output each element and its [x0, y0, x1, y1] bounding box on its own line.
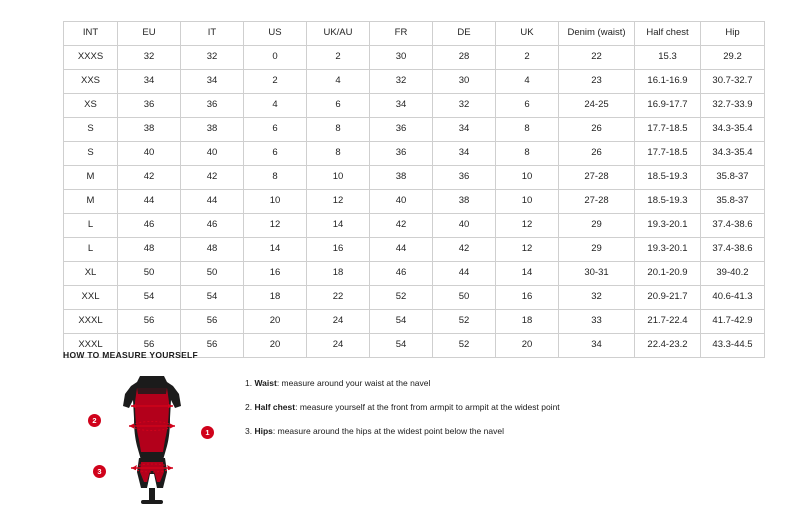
measurement-figure [83, 370, 223, 505]
cell-us: 0 [244, 46, 307, 70]
cell-uk: 20 [496, 334, 559, 358]
cell-int: XL [64, 262, 118, 286]
cell-de: 38 [433, 190, 496, 214]
cell-it: 46 [181, 214, 244, 238]
cell-uk-au: 8 [307, 142, 370, 166]
cell-us: 12 [244, 214, 307, 238]
cell-denim-waist: 29 [559, 214, 635, 238]
cell-denim-waist: 24-25 [559, 94, 635, 118]
size-chart-container [63, 21, 753, 358]
cell-uk: 10 [496, 166, 559, 190]
cell-fr: 36 [370, 118, 433, 142]
cell-uk-au: 12 [307, 190, 370, 214]
cell-it: 54 [181, 286, 244, 310]
cell-half-chest: 20.1-20.9 [635, 262, 701, 286]
cell-eu: 48 [118, 238, 181, 262]
measurement-badge-waist: 1 [201, 426, 214, 439]
cell-it: 32 [181, 46, 244, 70]
cell-eu: 42 [118, 166, 181, 190]
cell-half-chest: 15.3 [635, 46, 701, 70]
table-row [64, 166, 765, 190]
cell-de: 40 [433, 214, 496, 238]
cell-denim-waist: 26 [559, 142, 635, 166]
cell-uk: 2 [496, 46, 559, 70]
cell-hip: 37.4-38.6 [701, 238, 765, 262]
cell-int: L [64, 214, 118, 238]
cell-us: 20 [244, 334, 307, 358]
instruction-waist [245, 378, 560, 388]
cell-uk: 12 [496, 214, 559, 238]
cell-it: 38 [181, 118, 244, 142]
cell-int: XXXS [64, 46, 118, 70]
column-header-uk: UK [496, 22, 559, 46]
cell-hip: 35.8-37 [701, 190, 765, 214]
cell-hip: 43.3-44.5 [701, 334, 765, 358]
instruction-waist-term: Waist [254, 378, 277, 388]
how-to-measure-body [63, 370, 735, 505]
cell-uk: 14 [496, 262, 559, 286]
cell-it: 56 [181, 310, 244, 334]
cell-int: M [64, 190, 118, 214]
cell-denim-waist: 27-28 [559, 166, 635, 190]
cell-hip: 34.3-35.4 [701, 142, 765, 166]
cell-hip: 29.2 [701, 46, 765, 70]
column-header-eu: EU [118, 22, 181, 46]
cell-uk-au: 24 [307, 310, 370, 334]
cell-hip: 37.4-38.6 [701, 214, 765, 238]
table-row [64, 310, 765, 334]
cell-eu: 46 [118, 214, 181, 238]
cell-eu: 56 [118, 310, 181, 334]
cell-hip: 41.7-42.9 [701, 310, 765, 334]
cell-us: 10 [244, 190, 307, 214]
cell-uk-au: 16 [307, 238, 370, 262]
instruction-half-chest-text: : measure yourself at the front from armpit to armpit at the widest point [295, 402, 560, 413]
instruction-waist-text: : measure around your waist at the navel [276, 378, 431, 388]
instruction-hips-index: 3. [245, 426, 253, 437]
table-row [64, 190, 765, 214]
cell-fr: 32 [370, 70, 433, 94]
table-row [64, 262, 765, 286]
cell-eu: 44 [118, 190, 181, 214]
cell-us: 2 [244, 70, 307, 94]
cell-uk: 18 [496, 310, 559, 334]
table-row [64, 94, 765, 118]
mannequin-illustration [113, 372, 191, 504]
how-to-measure-title: HOW TO MEASURE YOURSELF [63, 350, 199, 360]
cell-fr: 40 [370, 190, 433, 214]
cell-it: 36 [181, 94, 244, 118]
cell-half-chest: 22.4-23.2 [635, 334, 701, 358]
column-header-us: US [244, 22, 307, 46]
cell-uk: 6 [496, 94, 559, 118]
cell-denim-waist: 26 [559, 118, 635, 142]
cell-fr: 42 [370, 214, 433, 238]
cell-uk-au: 24 [307, 334, 370, 358]
cell-int: L [64, 238, 118, 262]
cell-it: 44 [181, 190, 244, 214]
cell-uk-au: 18 [307, 262, 370, 286]
cell-uk-au: 14 [307, 214, 370, 238]
cell-denim-waist: 23 [559, 70, 635, 94]
cell-fr: 46 [370, 262, 433, 286]
cell-hip: 40.6-41.3 [701, 286, 765, 310]
cell-de: 34 [433, 142, 496, 166]
cell-int: S [64, 142, 118, 166]
cell-us: 6 [244, 118, 307, 142]
column-header-uk-au: UK/AU [307, 22, 370, 46]
cell-us: 18 [244, 286, 307, 310]
instruction-half-chest [245, 402, 560, 412]
column-header-denim-waist: Denim (waist) [559, 22, 635, 46]
instruction-half-chest-term: Half chest [254, 402, 296, 413]
cell-uk-au: 2 [307, 46, 370, 70]
instruction-half-chest-index: 2. [245, 402, 253, 413]
cell-denim-waist: 27-28 [559, 190, 635, 214]
cell-half-chest: 17.7-18.5 [635, 142, 701, 166]
cell-eu: 50 [118, 262, 181, 286]
cell-half-chest: 17.7-18.5 [635, 118, 701, 142]
cell-de: 34 [433, 118, 496, 142]
cell-us: 16 [244, 262, 307, 286]
table-row [64, 70, 765, 94]
table-row [64, 238, 765, 262]
column-header-fr: FR [370, 22, 433, 46]
cell-de: 30 [433, 70, 496, 94]
cell-half-chest: 18.5-19.3 [635, 166, 701, 190]
cell-half-chest: 18.5-19.3 [635, 190, 701, 214]
cell-uk: 10 [496, 190, 559, 214]
cell-int: XXL [64, 286, 118, 310]
cell-half-chest: 20.9-21.7 [635, 286, 701, 310]
cell-uk-au: 8 [307, 118, 370, 142]
cell-eu: 40 [118, 142, 181, 166]
cell-uk: 16 [496, 286, 559, 310]
cell-int: XXXL [64, 334, 118, 358]
table-row [64, 118, 765, 142]
column-header-int: INT [64, 22, 118, 46]
cell-uk-au: 4 [307, 70, 370, 94]
table-row [64, 286, 765, 310]
cell-denim-waist: 33 [559, 310, 635, 334]
table-row [64, 214, 765, 238]
cell-eu: 36 [118, 94, 181, 118]
cell-denim-waist: 22 [559, 46, 635, 70]
instruction-waist-index: 1. [245, 378, 253, 388]
measurement-badge-half-chest: 2 [88, 414, 101, 427]
cell-it: 34 [181, 70, 244, 94]
cell-us: 14 [244, 238, 307, 262]
cell-uk: 4 [496, 70, 559, 94]
cell-fr: 54 [370, 310, 433, 334]
cell-de: 44 [433, 262, 496, 286]
cell-de: 28 [433, 46, 496, 70]
measurement-instructions [245, 370, 560, 451]
measurement-badge-hips: 3 [93, 465, 106, 478]
cell-eu: 32 [118, 46, 181, 70]
instruction-hips-text: : measure around the hips at the widest point below the navel [272, 426, 504, 437]
cell-fr: 44 [370, 238, 433, 262]
cell-fr: 38 [370, 166, 433, 190]
cell-denim-waist: 32 [559, 286, 635, 310]
column-header-de: DE [433, 22, 496, 46]
cell-denim-waist: 34 [559, 334, 635, 358]
cell-us: 6 [244, 142, 307, 166]
cell-it: 42 [181, 166, 244, 190]
instruction-hips [245, 426, 560, 436]
cell-half-chest: 16.9-17.7 [635, 94, 701, 118]
cell-int: XXS [64, 70, 118, 94]
cell-uk-au: 10 [307, 166, 370, 190]
column-header-it: IT [181, 22, 244, 46]
cell-de: 36 [433, 166, 496, 190]
cell-hip: 35.8-37 [701, 166, 765, 190]
size-chart-table [63, 21, 765, 358]
table-header-row [64, 22, 765, 46]
cell-it: 48 [181, 238, 244, 262]
cell-denim-waist: 30-31 [559, 262, 635, 286]
cell-uk-au: 6 [307, 94, 370, 118]
cell-fr: 54 [370, 334, 433, 358]
cell-hip: 30.7-32.7 [701, 70, 765, 94]
cell-us: 20 [244, 310, 307, 334]
cell-eu: 56 [118, 334, 181, 358]
cell-denim-waist: 29 [559, 238, 635, 262]
cell-it: 50 [181, 262, 244, 286]
cell-uk-au: 22 [307, 286, 370, 310]
cell-us: 4 [244, 94, 307, 118]
cell-hip: 39-40.2 [701, 262, 765, 286]
table-row [64, 46, 765, 70]
cell-uk: 12 [496, 238, 559, 262]
cell-uk: 8 [496, 118, 559, 142]
cell-uk: 8 [496, 142, 559, 166]
cell-de: 32 [433, 94, 496, 118]
instruction-hips-term: Hips [254, 426, 273, 437]
cell-half-chest: 19.3-20.1 [635, 214, 701, 238]
cell-eu: 34 [118, 70, 181, 94]
cell-int: XS [64, 94, 118, 118]
cell-fr: 34 [370, 94, 433, 118]
cell-de: 50 [433, 286, 496, 310]
cell-it: 56 [181, 334, 244, 358]
cell-fr: 52 [370, 286, 433, 310]
cell-int: M [64, 166, 118, 190]
cell-int: S [64, 118, 118, 142]
column-header-half-chest: Half chest [635, 22, 701, 46]
cell-half-chest: 21.7-22.4 [635, 310, 701, 334]
table-row [64, 142, 765, 166]
cell-it: 40 [181, 142, 244, 166]
cell-int: XXXL [64, 310, 118, 334]
cell-half-chest: 16.1-16.9 [635, 70, 701, 94]
cell-us: 8 [244, 166, 307, 190]
how-to-measure-section [63, 350, 735, 505]
cell-de: 52 [433, 310, 496, 334]
cell-half-chest: 19.3-20.1 [635, 238, 701, 262]
table-body [64, 46, 765, 358]
column-header-hip: Hip [701, 22, 765, 46]
cell-fr: 30 [370, 46, 433, 70]
cell-hip: 34.3-35.4 [701, 118, 765, 142]
table-header [64, 22, 765, 46]
cell-de: 42 [433, 238, 496, 262]
cell-hip: 32.7-33.9 [701, 94, 765, 118]
cell-eu: 38 [118, 118, 181, 142]
cell-de: 52 [433, 334, 496, 358]
cell-fr: 36 [370, 142, 433, 166]
cell-eu: 54 [118, 286, 181, 310]
